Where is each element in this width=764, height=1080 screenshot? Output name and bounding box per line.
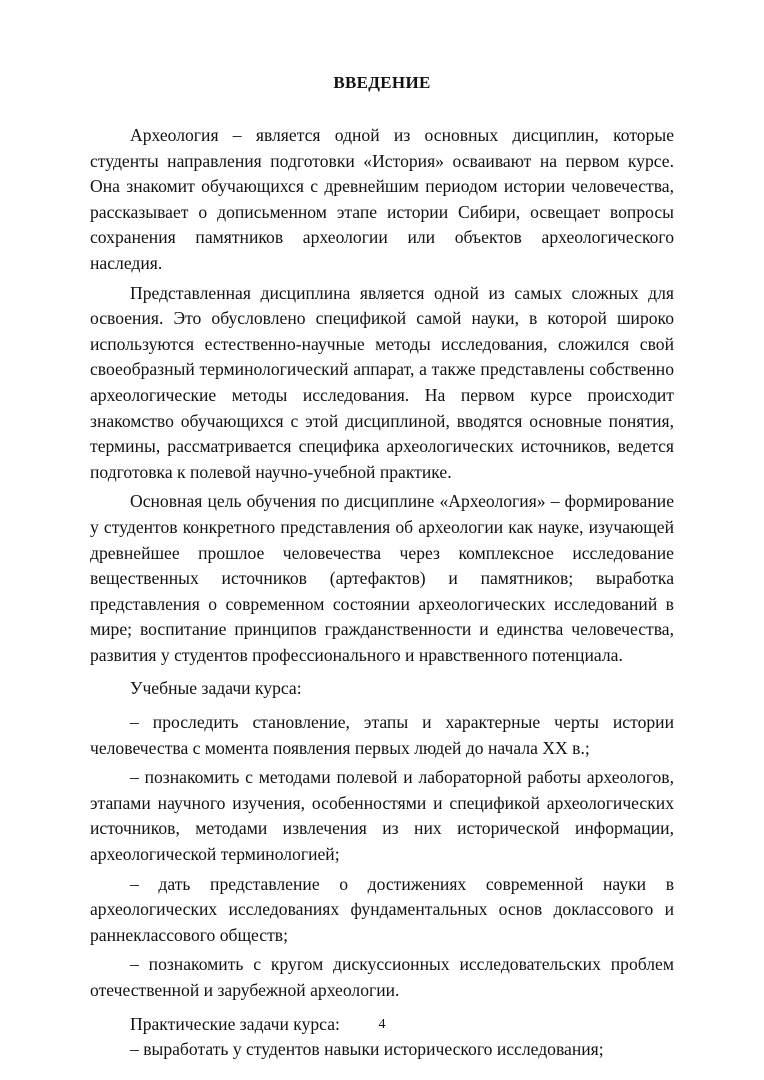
body-text — [90, 123, 674, 1063]
page-title: ВВЕДЕНИЕ — [333, 73, 431, 92]
page-number: 4 — [378, 1017, 386, 1032]
list-item-practical-1: – выработать у студентов навыки исторического исследования; — [130, 1039, 604, 1060]
paragraph-discipline: Представленная дисциплина является одной из самых сложных для освоения. Это обусловлено спецификой самой науки, в которой широко используются естественно-научные методы исследования, сложился свой своеобразный терминологический аппарат, а также представлены собственно археологические методы исследования. На первом курсе происходит знакомство обучающихся с этой дисциплиной, вводятся основные понятия, термины, рассматривается специфика археологических источников, ведется подготовка к полевой научно-учебной практике. — [90, 282, 674, 482]
paragraph-tasks-heading: Учебные задачи курса: — [130, 678, 302, 699]
paragraph-intro: Археология – является одной из основных дисциплин, которые студенты направления подготовки «История» осваивают на первом курсе. Она знакомит обучающихся с древнейшим периодом истории человечества, рассказывает о дописьменном этапе истории Сибири, освещает вопросы сохранения памятников археологии или объектов археологического наследия. — [90, 125, 674, 273]
list-item-task-3: – дать представление о достижениях современной науки в археологических исследованиях фундаментальных основ доклассового и раннеклассового обществ; — [90, 873, 674, 945]
paragraph-goal: Основная цель обучения по дисциплине «Археология» – формирование у студентов конкретного представления об археологии как науке, изучающей древнейшее прошлое человечества через комплексное исследование вещественных источников (артефактов) и памятников; выработка представления о современном состоянии археологических исследований в мире; воспитание принципов гражданственности и единства человечества, развития у студентов профессионального и нравственного потенциала. — [90, 491, 674, 665]
list-item-task-4: – познакомить с кругом дискуссионных исследовательских проблем отечественной и зарубежной археологии. — [90, 954, 674, 1000]
list-item-task-1: – проследить становление, этапы и характерные черты истории человечества с момента появления первых людей до начала XX в.; — [90, 712, 674, 758]
paragraph-practical-heading: Практические задачи курса: — [130, 1013, 340, 1034]
list-item-task-2: – познакомить с методами полевой и лабораторной работы археологов, этапами научного изучения, особенностями и спецификой археологических источников, методами извлечения из них исторической информации, археологической терминологией; — [90, 767, 674, 865]
